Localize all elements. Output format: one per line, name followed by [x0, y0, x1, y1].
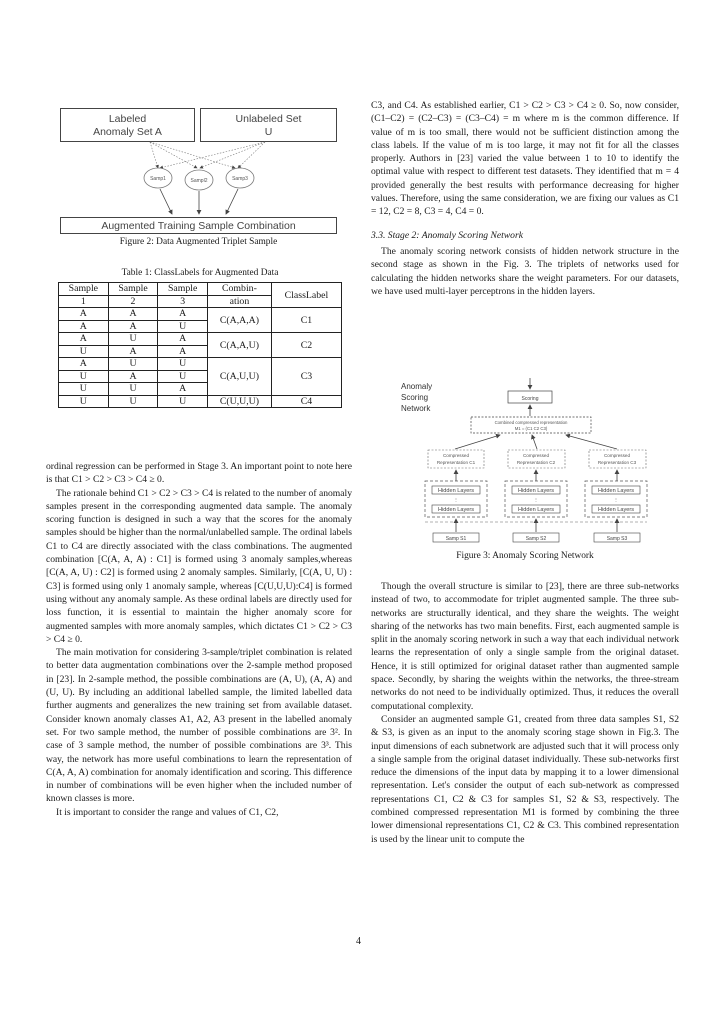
hidden-1a-label: Hidden Layers: [437, 488, 475, 494]
labeled-line1: Labeled: [108, 113, 147, 125]
samp1-label: Samp1: [150, 176, 166, 182]
classlabel-cell: C3: [271, 358, 341, 396]
cell: A: [108, 370, 158, 383]
cell: A: [158, 333, 208, 346]
cell: A: [59, 308, 109, 321]
right-paragraph-3: Though the overall structure is similar to [23], there are three sub-networks instead of two, to accommodate for triplet augmented sample. The three sub-networks are structurally identical, and they share the weights. The weight sharing of the networks has two main benefits. First, each augmented sample is split in the anomaly scoring network in such a way that each individual network learns the representation of only a single sample from the original dataset. Hence, it is still optimized for original dataset rather than augmented sample space. Secondly, by sharing the weights within the networks, the three-stream networks do not need to be individually optimized. Thus, it reduces the overall computational complexity.: [371, 581, 679, 712]
samp3-label: Samp3: [232, 176, 248, 182]
hidden-3a-label: Hidden Layers: [597, 488, 635, 494]
compressed-c1-l1: Compressed: [442, 453, 470, 458]
compressed-c1-l2: Representation C1: [436, 460, 476, 465]
cell: U: [158, 320, 208, 333]
header-sample1-num: 1: [59, 295, 109, 308]
combination-cell: C(A,U,U): [208, 358, 272, 396]
combination-cell: C(A,A,U): [208, 333, 272, 358]
compressed-c2-l2: Representation C2: [516, 460, 556, 465]
header-sample3: Sample: [158, 283, 208, 296]
hidden-2b-label: Hidden Layers: [517, 507, 555, 513]
cell: U: [108, 383, 158, 396]
sample-s3-label: Samp S3: [606, 536, 628, 542]
sample-s2-label: Samp S2: [525, 536, 547, 542]
combination-cell: C(A,A,A): [208, 308, 272, 333]
cell: U: [59, 370, 109, 383]
left-paragraph-4: It is important to consider the range and values of C1, C2,: [56, 806, 279, 818]
hidden-3-dots: ⋮: [613, 498, 619, 504]
cell: A: [59, 358, 109, 371]
cell: A: [158, 383, 208, 396]
hidden-1b-label: Hidden Layers: [437, 507, 475, 513]
cell: A: [158, 308, 208, 321]
scoring-label: Scoring: [521, 396, 539, 402]
combined-label-2: M1 = (C1 C2 C3): [514, 426, 548, 431]
cell: U: [108, 333, 158, 346]
fig3-title-3: Network: [401, 404, 431, 413]
right-paragraph-2: The anomaly scoring network consists of hidden network structure in the second stage as shown in the Fig. 3. The triplets of networks used for calculating the hidden networks share the weight parameters. For our datasets, we have used multi-layer perceptrons in the hidden layers.: [371, 245, 679, 297]
left-paragraph-3: The main motivation for considering 3-sample/triplet combination is related to better data augmentation combinations over the 2-sample method proposed in [23]. In 2-sample method, the possible combinations are (A, U), (A, A) and (U, U). By including an additional labelled sample, the limited labelled data further augments and generalizes the new training set from available dataset. Consider known anomaly classes A1, A2, A3 present in the labelled anomaly set. For two sample method, the number of possible combinations are 3². In case of 3 sample method, the number of possible combinations are 3³. This way, the network has more useful combinations to learn the representation of C(A, A, A) combination for anomaly identification and scoring. This difference in number of combinations will be even higher when the included number of known classes is more.: [46, 647, 352, 805]
cell: U: [59, 345, 109, 358]
cell: U: [158, 370, 208, 383]
right-column-bottom-text: [371, 580, 679, 846]
cell: U: [59, 395, 109, 408]
header-sample2-num: 2: [108, 295, 158, 308]
combined-label-1: Combined compressed representation: [494, 420, 568, 425]
cell: U: [108, 395, 158, 408]
left-paragraph-1: ordinal regression can be performed in Stage 3. An important point to note here is that C1 > C2 > C3 > C4 ≥ 0.: [46, 461, 352, 486]
cell: A: [108, 320, 158, 333]
hidden-3b-label: Hidden Layers: [597, 507, 635, 513]
cell: A: [158, 345, 208, 358]
unlabeled-line2: U: [264, 126, 273, 138]
fig3-title-2: Scoring: [401, 393, 429, 402]
sample-s1-label: Samp S1: [445, 536, 467, 542]
cell: A: [108, 308, 158, 321]
samp2-label: Sampl2: [190, 178, 208, 184]
hidden-2-dots: ⋮: [533, 498, 539, 504]
classlabel-cell: C2: [271, 333, 341, 358]
classlabel-cell: C1: [271, 308, 341, 333]
section-heading: 3.3. Stage 2: Anomaly Scoring Network: [371, 229, 523, 241]
header-classlabel: ClassLabel: [271, 283, 341, 308]
header-sample2: Sample: [108, 283, 158, 296]
compressed-c2-l1: Compressed: [522, 453, 550, 458]
cell: U: [158, 358, 208, 371]
hidden-1-dots: ⋮: [453, 498, 459, 504]
labeled-line2: Anomaly Set A: [93, 126, 162, 138]
compressed-c3-l1: Compressed: [603, 453, 631, 458]
augmented-combination-label: Augmented Training Sample Combination: [101, 220, 296, 232]
right-paragraph-4: Consider an augmented sample G1, created from three data samples S1, S2 & S3, is given as an input to the anomaly scoring stage shown in Fig.3. The input dimensions of each subnetwork are adjusted such that it will process only a single sample from the original dataset individually. These sub-networks first reduce the dimensions of the input data by mapping it to a lower dimensional representation. Let's consider the output of each sub-network as compressed representations C1, C2 & C3 for samples S1, S2 & S3, respectively. The combined compressed representation M1 is formed by combining the three lower dimensional representations C1, C2 & C3. This combined representation is used by the linear unit to compute the: [371, 713, 679, 845]
compressed-c3-l2: Representation C3: [597, 460, 637, 465]
header-sample1: Sample: [59, 283, 109, 296]
unlabeled-line1: Unlabeled Set: [235, 113, 302, 125]
header-combination: Combin-: [208, 283, 272, 296]
cell: U: [59, 383, 109, 396]
hidden-2a-label: Hidden Layers: [517, 488, 555, 494]
cell: A: [59, 320, 109, 333]
right-paragraph-1: C3, and C4. As established earlier, C1 > C2 > C3 > C4 ≥ 0. So, now consider, (C1–C2) = (C2–C3) = (C3–C4) = m where m is the common difference. If value of m is too small, there would not be sufficient distinction among the class labels. If the value of m is too large, it may not fit for all the classes properly. Authors in [23] varied the value between 1 to 10 to identify the optimal value with respect to different test datasets. They identified that m = 4 provided generally the best results with performance decreasing for higher values. Therefore, using the same consideration, we are fixing our values as C1 = 12, C2 = 8, C3 = 4, C4 = 0.: [371, 100, 679, 218]
figure-3-caption: Figure 3: Anomaly Scoring Network: [456, 551, 594, 561]
header-combination-cont: ation: [208, 295, 272, 308]
classlabel-cell: C4: [271, 395, 341, 408]
table-1-caption: Table 1: ClassLabels for Augmented Data: [121, 268, 279, 278]
cell: U: [108, 358, 158, 371]
figure-2-caption: Figure 2: Data Augmented Triplet Sample: [119, 237, 278, 247]
cell: A: [59, 333, 109, 346]
combination-cell: C(U,U,U): [208, 395, 272, 408]
cell: U: [158, 395, 208, 408]
header-sample3-num: 3: [158, 295, 208, 308]
left-paragraph-2: The rationale behind C1 > C2 > C3 > C4 is related to the number of anomaly samples present in the corresponding augmented data sample. The anomaly scoring function is designed in such a way that the scores for the anomaly samples should be higher than the normal/unlabelled sample. The ordinal labels C1 to C4 are directly associated with the class combinations. The augmented combination [C(A, A, A) : C1] is formed using 3 anomaly samples,whereas [C(A, A, U) : C2] is formed using 2 anomaly samples. Similarly, [C(A, U, U) : C3] is formed using only 1 anomaly sample, whereas [C(U,U,U):C4] is formed using without any anomaly sample. As these ordinal labels are directly used for loss function, it is essential to maintain the higher anomaly score for augmented samples with more anomaly samples, which dictates C1 > C2 > C3 > C4 ≥ 0.: [46, 487, 352, 645]
page-number: 4: [356, 936, 361, 947]
fig3-title-1: Anomaly: [401, 382, 433, 391]
cell: A: [108, 345, 158, 358]
